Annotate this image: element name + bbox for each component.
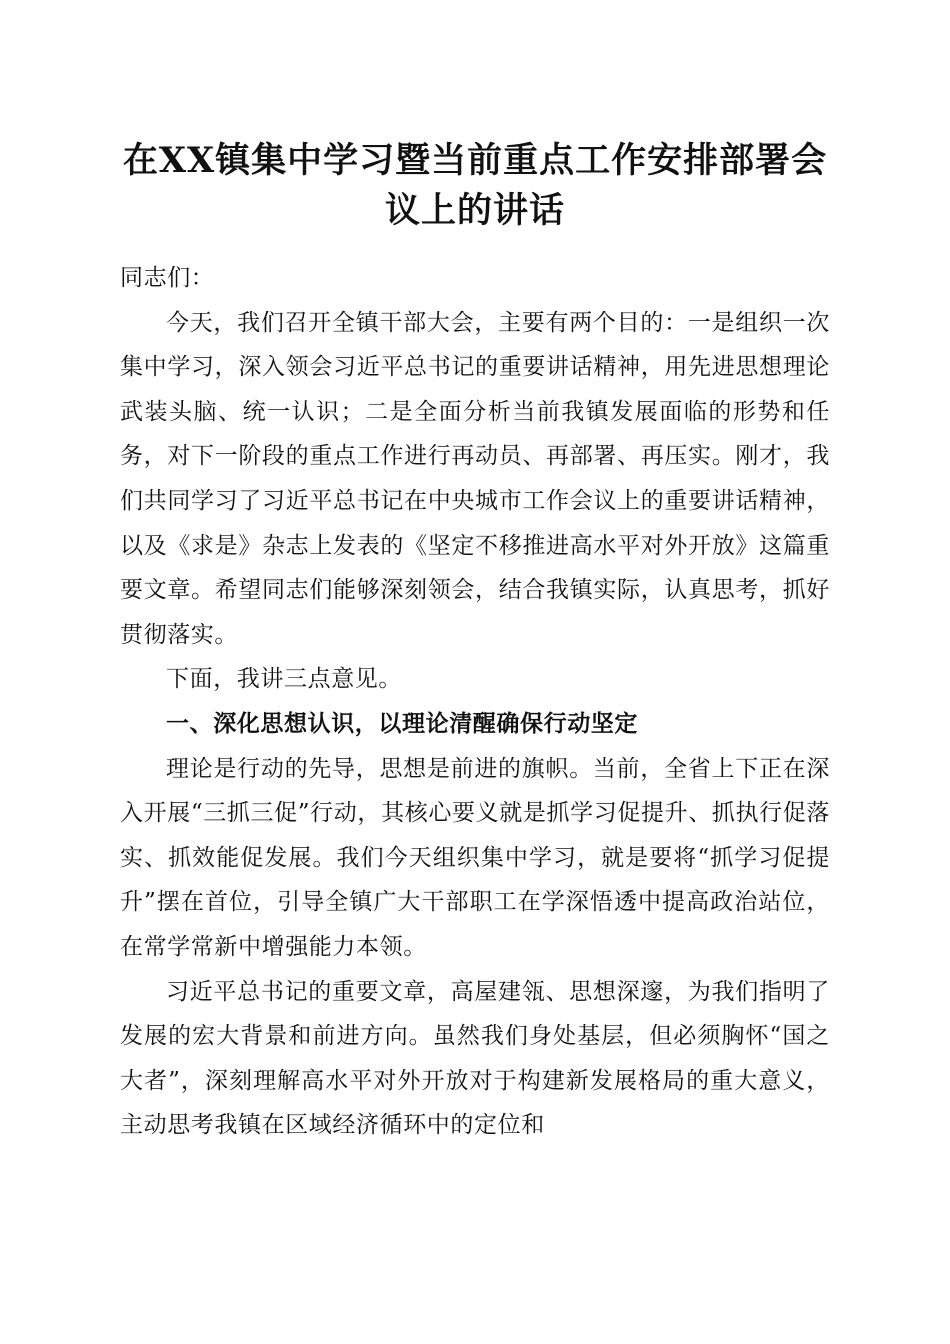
title-line-2: 议上的讲话 bbox=[384, 190, 565, 231]
salutation: 同志们： bbox=[120, 265, 215, 291]
paragraph-section1-1: 理论是行动的先导，思想是前进的旗帜。当前，全省上下正在深入开展“三抓三促”行动，其核心要义就是抓学习促提升、抓执行促落实、抓效能促发展。我们今天组织集中学习，就是要将“抓学习促提升”摆在首位，引导全镇广大干部职工在学深悟透中提高政治站位，在常学常新中增强能力本领。 bbox=[120, 755, 830, 960]
document-body bbox=[120, 256, 830, 1148]
title-line-1: 在XX镇集中学习暨当前重点工作安排部署会 bbox=[122, 140, 828, 181]
document-title bbox=[110, 136, 840, 236]
paragraph-section1-2: 习近平总书记的重要文章，高屋建瓴、思想深邃，为我们指明了发展的宏大背景和前进方向。虽然我们身处基层，但必须胸怀“国之大者”，深刻理解高水平对外开放对于构建新发展格局的重大意义，主动思考我镇在区域经济循环中的定位和 bbox=[120, 978, 830, 1139]
section-heading-1: 一、深化思想认识，以理论清醒确保行动坚定 bbox=[166, 710, 638, 737]
paragraph-opening: 今天，我们召开全镇干部大会，主要有两个目的：一是组织一次集中学习，深入领会习近平总书记的重要讲话精神，用先进思想理论武装头脑、统一认识；二是全面分析当前我镇发展面临的形势和任务，对下一阶段的重点工作进行再动员、再部署、再压实。刚才，我们共同学习了习近平总书记在中央城市工作会议上的重要讲话精神，以及《求是》杂志上发表的《坚定不移推进高水平对外开放》这篇重要文章。希望同志们能够深刻领会，结合我镇实际，认真思考，抓好贯彻落实。 bbox=[120, 309, 830, 648]
paragraph-three-points: 下面，我讲三点意见。 bbox=[166, 666, 402, 693]
